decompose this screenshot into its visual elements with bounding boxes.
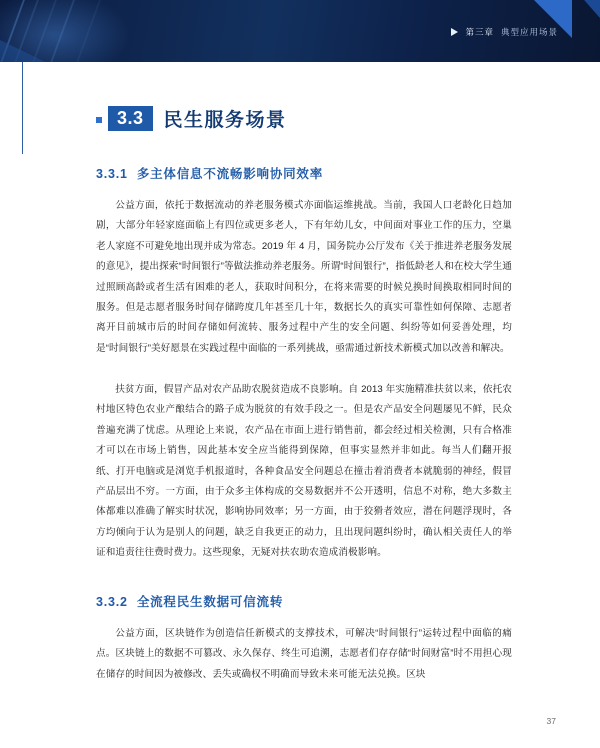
- running-head-title: 典型应用场景: [500, 27, 558, 37]
- triangle-right-icon: [451, 28, 458, 36]
- subsection-heading-2: [96, 592, 283, 610]
- heading-marker-icon: [96, 117, 102, 123]
- decorative-header-band: [0, 0, 600, 62]
- paragraph: 扶贫方面，假冒产品对农产品助农脱贫造成不良影响。自 2013 年实施精准扶贫以来，依托农村地区特色农业产酿结合的路子成为脱贫的有效手段之一。但是农产品安全问题屡见不鲜，民众普遍充满了忧虑。从理论上来说，农产品在市面上进行销售前，都会经过相关检测，只有合格准才可以在市场上销售，因此基本安全应当能得到保障，但事实显然并非如此。每当人们翻开报纸、打开电脑或是浏览手机报道时，各种食品安全问题总在撞击着消费者本就脆弱的神经，假冒产品层出不穷。一方面，由于众多主体构成的交易数据并不公开透明，信息不对称，绝大多数主体都难以准确了解实时状况，影响协同效率；另一方面，由于狡猾者效应，潜在问题浮现时，各方均倾向于认为是别人的问题，缺乏自我更正的动力，且出现问题纠纷时，确认相关责任人的举证和追责往往费时费力。这些现象，无疑对扶农助农造成消极影响。: [96, 384, 512, 559]
- subsection-number-2: 3.3.2: [96, 595, 128, 609]
- paragraph: 公益方面，依托于数据流动的养老服务模式亦面临运维挑战。当前，我国人口老龄化日趋加剧，大部分年轻家庭面临上有四位或更多老人，下有年幼儿女，中间面对事业工作的压力，空巢老人家庭不可避免地出现并成为常态。2019 年 4 月，国务院办公厅发布《关于推进养老服务发展的意见》，提出探索“时间银行”等做法推动养老服务。所谓“时间银行”，指低龄老人和在校大学生通过照顾高龄或者生活有困难的老人，获取时间积分，在将来需要的时候兑换时间换取相同时间的服务。但是志愿者服务时间存储跨度几年甚至几十年，数据长久的真实可靠性如何保障、志愿者离开目前城市后的时间存储如何流转、服务过程中产生的安全问题、纠纷等如何妥善处理，均是“时间银行”美好愿景在实践过程中面临的一系列挑战，亟需通过新技术新模式加以改善和解决。: [96, 200, 512, 354]
- paragraph-block-1: [96, 196, 512, 359]
- paragraph-block-3: [96, 624, 512, 685]
- header-band-triangle: [570, 0, 600, 18]
- running-head: [451, 26, 558, 38]
- paragraph-block-2: [96, 380, 512, 564]
- running-head-chapter: 第三章: [465, 27, 494, 37]
- section-number: 3.3: [108, 106, 153, 131]
- subsection-heading-1: [96, 164, 323, 182]
- subsection-title-1: 多主体信息不流畅影响协同效率: [136, 167, 324, 181]
- header-band-triangle: [0, 40, 70, 62]
- subsection-title-2: 全流程民生数据可信流转: [136, 595, 284, 609]
- page-number: 37: [546, 716, 556, 726]
- section-title: 民生服务场景: [163, 110, 287, 131]
- page-content: [0, 62, 600, 748]
- paragraph: 公益方面，区块链作为创造信任新模式的支撑技术，可解决“时间银行”运转过程中面临的痛点。区块链上的数据不可篡改、永久保存、终生可追溯，志愿者们存存储“时间财富”时不用担心现在储存的时间因为被修改、丢失或确权不明确而导致未来可能无法兑换。区块: [96, 628, 512, 680]
- subsection-number-1: 3.3.1: [96, 167, 128, 181]
- section-heading: [96, 105, 287, 132]
